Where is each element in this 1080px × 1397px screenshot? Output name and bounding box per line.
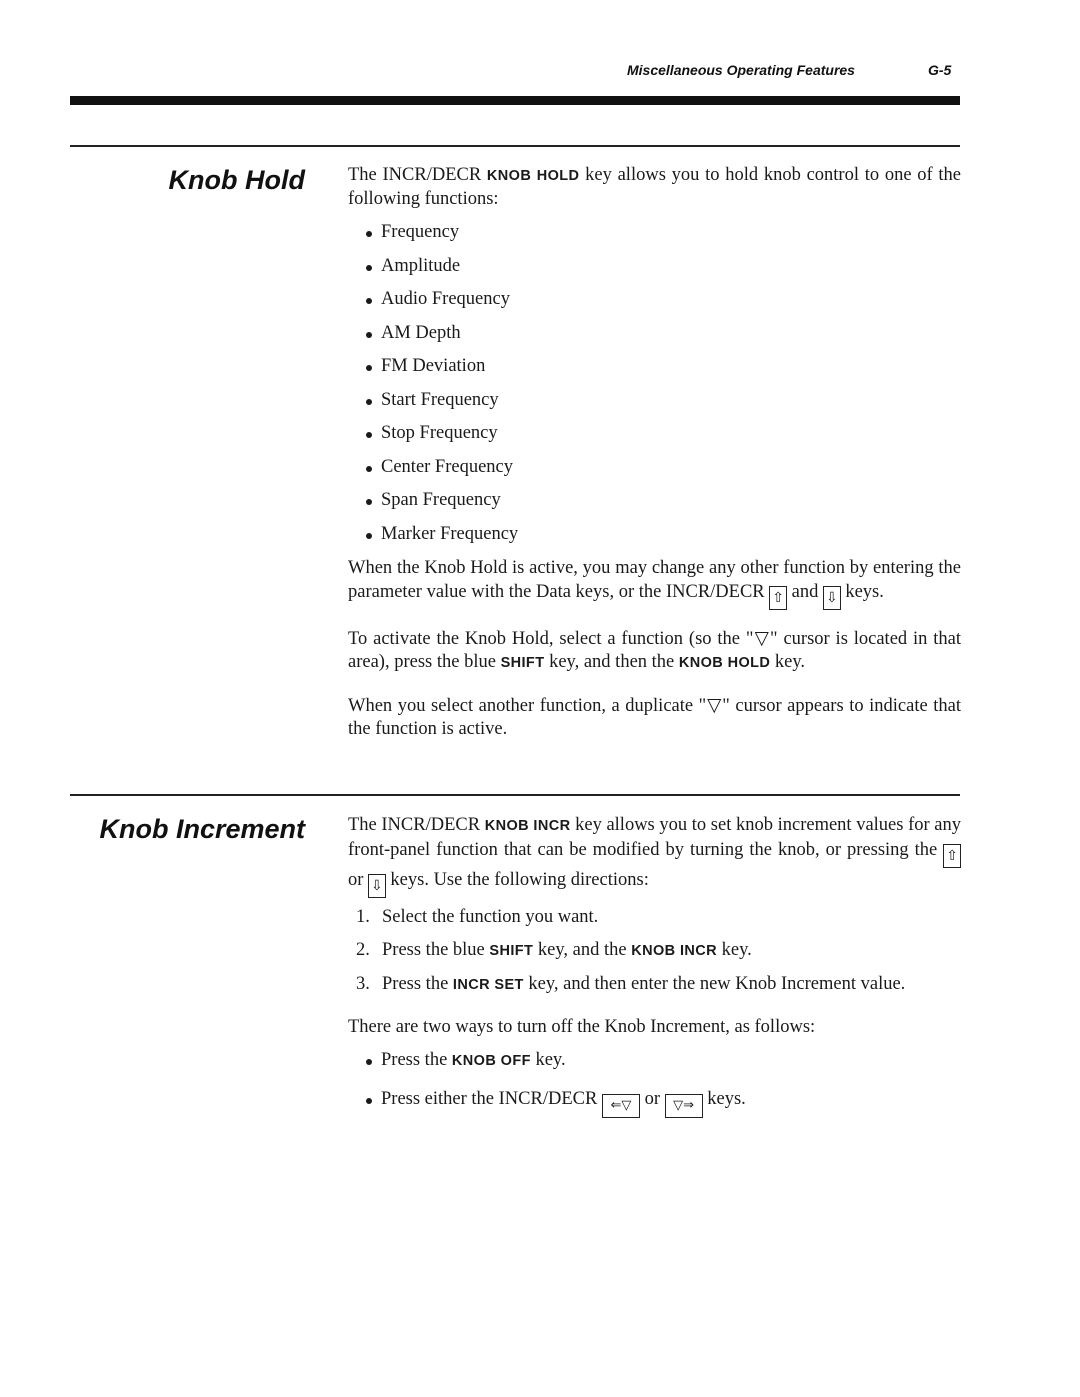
knob-hold-para-2: When the Knob Hold is active, you may change any other function by entering the parameter value with the Data keys, or the INCR/DECR ⇧ and ⇩ keys. xyxy=(348,556,961,610)
page-number: G-5 xyxy=(928,62,952,78)
section-divider-knob-increment xyxy=(70,794,960,796)
steps-list xyxy=(348,906,961,997)
knob-hold-para-4: When you select another function, a duplicate "▽" cursor appears to indicate that the function is active. xyxy=(348,696,961,739)
knob-increment-intro: The INCR/DECR KNOB INCR key allows you to set knob increment values for any front-panel function that can be modified by turning the knob, or pressing the ⇧ or ⇩ keys. Use the following directions: xyxy=(348,813,961,898)
running-header-title: Miscellaneous Operating Features xyxy=(627,62,855,78)
function-list xyxy=(348,221,961,546)
knob-hold-body xyxy=(348,164,961,741)
list-item: Press either the INCR/DECR ⇐▽ or ▽⇒ keys. xyxy=(348,1088,961,1118)
up-arrow-key-icon: ⇧ xyxy=(769,586,787,610)
knob-hold-heading: Knob Hold xyxy=(168,165,305,195)
list-item: 2. Press the blue SHIFT key, and the KNOB INCR key. xyxy=(356,940,752,960)
list-item: Press the KNOB OFF key. xyxy=(348,1049,961,1073)
list-item: AM Depth xyxy=(348,322,961,345)
list-item: Center Frequency xyxy=(348,456,961,479)
list-item: Stop Frequency xyxy=(348,422,961,445)
knob-increment-body xyxy=(348,813,961,1129)
cursor-right-key-icon: ▽⇒ xyxy=(665,1094,703,1118)
header-rule xyxy=(70,96,960,105)
up-arrow-key-icon: ⇧ xyxy=(943,844,961,868)
knob-increment-heading: Knob Increment xyxy=(99,814,305,844)
list-item: 1. Select the function you want. xyxy=(356,907,599,927)
list-item: 3. Press the INCR SET key, and then enter the new Knob Increment value. xyxy=(356,974,906,994)
cursor-left-key-icon: ⇐▽ xyxy=(602,1094,640,1118)
knob-hold-para-3: To activate the Knob Hold, select a function (so the "▽" cursor is located in that area), press the blue SHIFT key, and then the KNOB HOLD key. xyxy=(348,629,961,672)
knob-hold-intro: The INCR/DECR KNOB HOLD key allows you to hold knob control to one of the following functions: xyxy=(348,165,961,209)
down-arrow-key-icon: ⇩ xyxy=(368,874,386,898)
list-item: Frequency xyxy=(348,221,961,244)
list-item: Marker Frequency xyxy=(348,523,961,546)
section-divider-knob-hold xyxy=(70,145,960,147)
knob-hold-key: KNOB HOLD xyxy=(486,168,580,184)
list-item: Span Frequency xyxy=(348,489,961,512)
list-item: Amplitude xyxy=(348,255,961,278)
turn-off-options xyxy=(348,1049,961,1118)
turn-off-intro: There are two ways to turn off the Knob Increment, as follows: xyxy=(348,1017,816,1037)
list-item: FM Deviation xyxy=(348,355,961,378)
down-arrow-key-icon: ⇩ xyxy=(823,586,841,610)
list-item: Audio Frequency xyxy=(348,288,961,311)
knob-incr-key: KNOB INCR xyxy=(484,818,571,834)
list-item: Start Frequency xyxy=(348,389,961,412)
